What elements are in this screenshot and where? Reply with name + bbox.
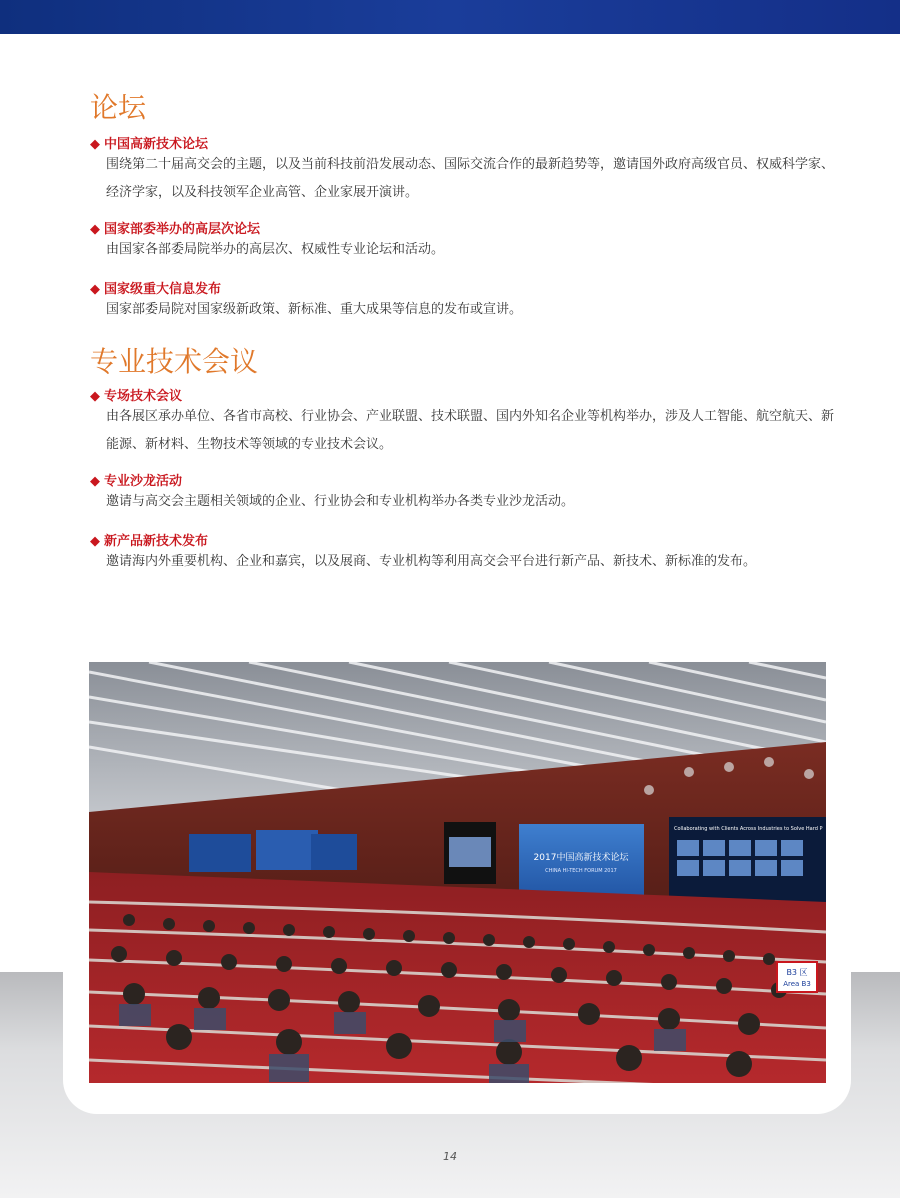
section-title-forum: 论坛 <box>90 91 147 124</box>
diamond-bullet-icon: ◆ <box>90 282 100 297</box>
diamond-bullet-icon: ◆ <box>90 137 100 152</box>
diamond-bullet-icon: ◆ <box>90 222 100 237</box>
header-band <box>0 0 900 34</box>
item-description: 国家部委局院对国家级新政策、新标准、重大成果等信息的发布或宣讲。 <box>106 302 523 317</box>
item-title: ◆ 专场技术会议 <box>90 389 183 404</box>
item-description: 围绕第二十届高交会的主题，以及当前科技前沿发展动态、国际交流合作的最新趋势等，邀请国外政府高级官员、权威科学家、经济学家，以及科技领军企业高管、企业家展开演讲。 <box>106 157 835 200</box>
item-title: ◆ 新产品新技术发布 <box>90 534 209 549</box>
diamond-bullet-icon: ◆ <box>90 474 100 489</box>
diamond-bullet-icon: ◆ <box>90 534 100 549</box>
item-title: ◆ 专业沙龙活动 <box>90 474 183 489</box>
item-description: 邀请与高交会主题相关领域的企业、行业协会和专业机构举办各类专业沙龙活动。 <box>106 494 575 509</box>
screen-subtitle: CHINA HI-TECH FORUM 2017 <box>545 868 617 874</box>
conference-hall-photo <box>89 662 826 1083</box>
item-description: 由国家各部委局院举办的高层次、权威性专业论坛和活动。 <box>106 242 445 257</box>
page-number: 14 <box>443 1150 457 1163</box>
item-title: ◆ 国家部委举办的高层次论坛 <box>90 222 261 237</box>
item-description: 由各展区承办单位、各省市高校、行业协会、产业联盟、技术联盟、国内外知名企业等机构举办，涉及人工智能、航空航天、新能源、新材料、生物技术等领域的专业技术会议。 <box>106 409 835 452</box>
item-title: ◆ 中国高新技术论坛 <box>90 137 209 152</box>
item-title: ◆ 国家级重大信息发布 <box>90 282 222 297</box>
screen-title: 2017中国高新技术论坛 <box>533 853 629 863</box>
right-screen-text: Collaborating with Clients Across Industries to Solve Hard P <box>674 826 823 832</box>
section-title-technical-conference: 专业技术会议 <box>90 345 259 378</box>
diamond-bullet-icon: ◆ <box>90 389 100 404</box>
item-description: 邀请海内外重要机构、企业和嘉宾，以及展商、专业机构等利用高交会平台进行新产品、新技术、新标准的发布。 <box>106 554 757 569</box>
area-sign-cn: B3 区 <box>786 968 808 977</box>
area-sign-en: Area B3 <box>783 980 811 988</box>
